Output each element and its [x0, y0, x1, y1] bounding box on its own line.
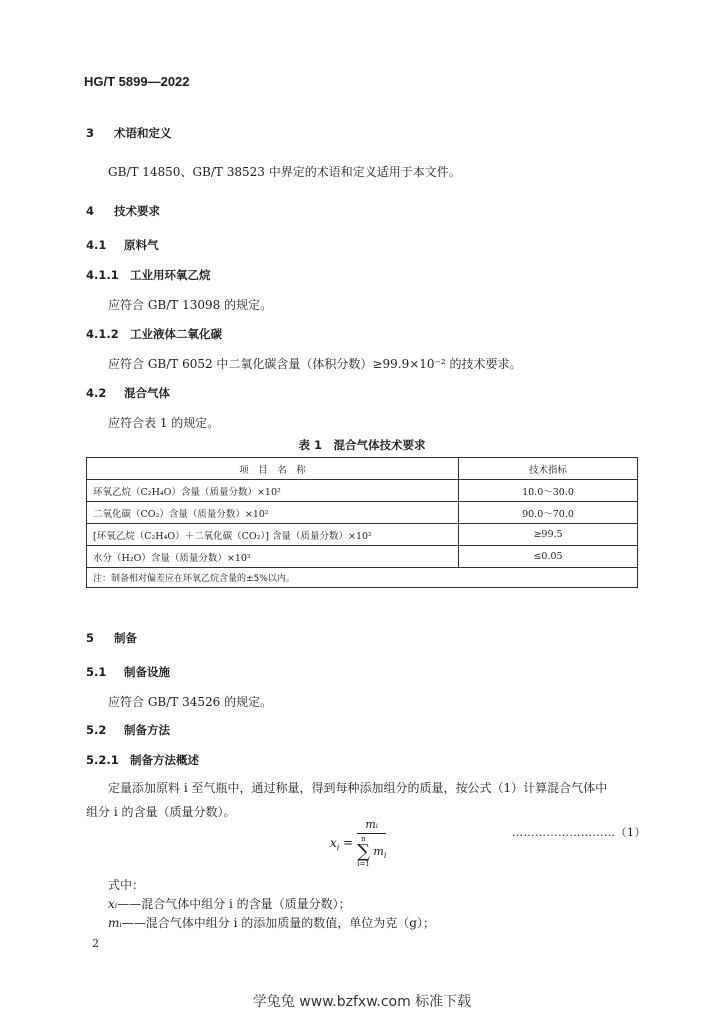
section-number: 5.1: [86, 665, 107, 679]
section-title: 技术要求: [114, 204, 160, 218]
watermark-footer: 学兔兔 www.bzfxw.com 标准下载: [252, 994, 472, 1010]
section-4-1-2-heading: [86, 326, 222, 342]
section-4-heading: [86, 203, 160, 219]
document-id: HG/T 5899—2022: [84, 74, 190, 89]
section-number: 5.2: [86, 723, 107, 737]
section-title: 制备: [114, 631, 137, 645]
section-4-1-1-heading: [86, 267, 211, 283]
section-title: 制备设施: [124, 665, 170, 679]
section-title: 工业液体二氧化碳: [130, 327, 222, 341]
section-5-1-body: 应符合 GB/T 34526 的规定。: [108, 695, 273, 709]
row-value: 10.0～30.0: [459, 480, 638, 502]
table-row: [87, 524, 638, 546]
section-4-1-2-body: 应符合 GB/T 6052 中二氧化碳含量（体积分数）≥99.9×10⁻² 的技术要求。: [108, 357, 522, 371]
section-5-2-heading: [86, 722, 170, 738]
section-number: 4: [86, 204, 95, 218]
where-label: 式中：: [108, 878, 145, 892]
section-5-1-heading: [86, 664, 170, 680]
table-note: 注：制备相对偏差应在环氧乙烷含量的±5%以内。: [87, 568, 638, 588]
row-value: ≤0.05: [459, 546, 638, 568]
where-item: mᵢ——混合气体中组分 i 的添加质量的数值，单位为克（g）；: [108, 916, 435, 930]
table-row: [87, 480, 638, 502]
where-item: xᵢ——混合气体中组分 i 的含量（质量分数）；: [108, 897, 351, 911]
table-note-row: [87, 568, 638, 588]
section-4-2-heading: [86, 385, 170, 401]
section-title: 制备方法概述: [130, 753, 199, 767]
formula-lhs: $x_i$: [330, 835, 340, 852]
section-5-2-1-body-line2: 组分 i 的含量（质量分数）。: [86, 805, 236, 819]
header-item-name: 项 目 名 称: [87, 458, 459, 480]
formula-number: ………………………（1）: [512, 826, 646, 839]
formula-1: [330, 818, 386, 868]
page-number: 2: [92, 937, 99, 950]
row-value: ≥99.5: [459, 524, 638, 546]
table-row: [87, 502, 638, 524]
row-item: 二氧化碳（CO₂）含量（质量分数）×10²: [87, 502, 459, 524]
section-number: 4.2: [86, 386, 107, 400]
section-5-heading: [86, 630, 137, 646]
section-title: 原料气: [124, 238, 159, 252]
section-number: 4.1.1: [86, 268, 119, 282]
section-5-2-1-body-line1: 定量添加原料 i 至气瓶中，通过称量，得到每种添加组分的质量，按公式（1）计算混合气体中: [108, 781, 608, 795]
section-3-heading: [86, 125, 172, 141]
section-4-1-1-body: 应符合 GB/T 13098 的规定。: [108, 298, 273, 312]
section-5-2-1-heading: [86, 752, 199, 768]
section-title: 工业用环氧乙烷: [130, 268, 211, 282]
spec-table: [86, 457, 638, 588]
section-title: 混合气体: [124, 386, 170, 400]
row-value: 90.0～70.0: [459, 502, 638, 524]
table-header-row: [87, 458, 638, 480]
section-number: 4.1: [86, 238, 107, 252]
section-number: 4.1.2: [86, 327, 119, 341]
section-4-1-heading: [86, 237, 159, 253]
section-3-body: GB/T 14850、GB/T 38523 中界定的术语和定义适用于本文件。: [108, 165, 461, 179]
row-item: [环氧乙烷（C₂H₄O）＋二氧化碳（CO₂）] 含量（质量分数）×10²: [87, 524, 459, 546]
section-title: 术语和定义: [114, 126, 172, 140]
section-title: 制备方法: [124, 723, 170, 737]
formula-numerator: mᵢ: [357, 818, 386, 834]
header-spec: 技术指标: [459, 458, 638, 480]
section-number: 3: [86, 126, 95, 140]
formula-fraction: [357, 818, 386, 868]
formula-denominator: n ∑ i=1 $m_i$: [357, 835, 387, 868]
row-item: 水分（H₂O）含量（质量分数）×10²: [87, 546, 459, 568]
table-caption: 表 1 混合气体技术要求: [298, 438, 426, 452]
table-row: [87, 546, 638, 568]
section-number: 5: [86, 631, 95, 645]
section-4-2-body: 应符合表 1 的规定。: [108, 416, 220, 430]
section-number: 5.2.1: [86, 753, 119, 767]
formula-equals: =: [343, 835, 354, 850]
row-item: 环氧乙烷（C₂H₄O）含量（质量分数）×10²: [87, 480, 459, 502]
